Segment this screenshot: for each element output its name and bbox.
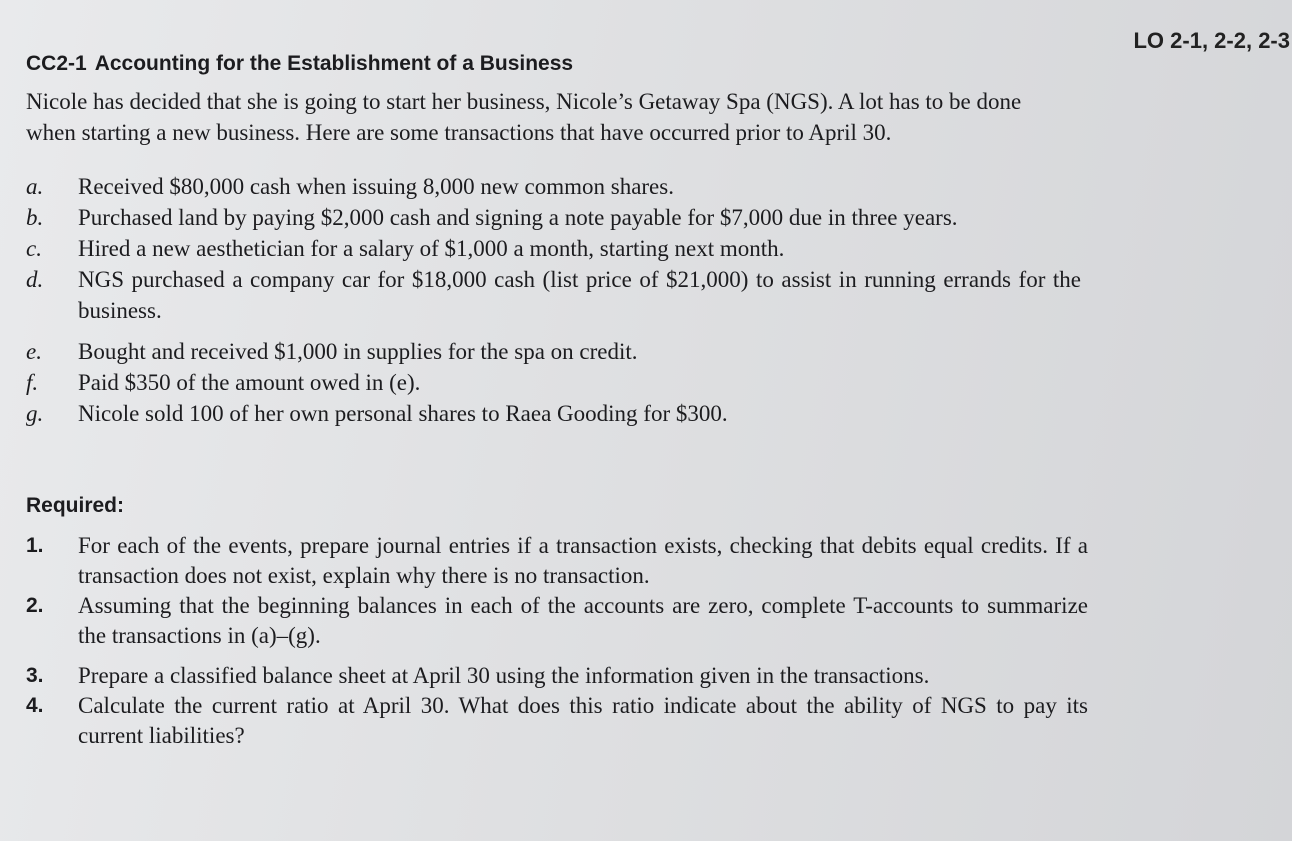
learning-objectives-label: LO 2-1, 2-2, 2-3 [1133, 28, 1290, 53]
transaction-letter: b. [26, 205, 44, 230]
requirement-text: For each of the events, prepare journal entries if a transaction exists, checking that debits equal credits. If a transaction does not exist, explain why there is no transaction. [78, 533, 1088, 588]
transaction-letter: c. [26, 236, 42, 261]
transaction-item [26, 367, 1081, 398]
requirement-item [26, 661, 1088, 691]
transaction-letter: f. [26, 370, 39, 395]
transaction-item [26, 264, 1081, 326]
requirement-text: Prepare a classified balance sheet at April 30 using the information given in the transactions. [78, 663, 930, 688]
case-intro: Nicole has decided that she is going to start her business, Nicole’s Getaway Spa (NGS). A lot has to be done when starting a new business. Here are some transactions that have occurred prior to April 30. [26, 89, 1022, 145]
transaction-text: NGS purchased a company car for $18,000 cash (list price of $21,000) to assist in running errands for the business. [78, 267, 1081, 323]
transaction-letter: a. [26, 174, 44, 199]
transaction-text: Purchased land by paying $2,000 cash and signing a note payable for $7,000 due in three years. [78, 205, 958, 230]
requirement-number: 3. [26, 664, 44, 687]
case-heading [26, 52, 573, 76]
required-heading: Required: [26, 494, 125, 517]
requirement-number: 4. [26, 694, 44, 717]
transaction-item [26, 233, 1081, 264]
transaction-text: Received $80,000 cash when issuing 8,000 new common shares. [78, 174, 674, 199]
requirements-list [26, 531, 1088, 751]
requirement-item [26, 591, 1088, 651]
transaction-letter: d. [26, 267, 44, 292]
transaction-text: Paid $350 of the amount owed in (e). [78, 370, 421, 395]
requirement-text: Calculate the current ratio at April 30. What does this ratio indicate about the ability of NGS to pay its current liabilities? [78, 693, 1088, 748]
transaction-item [26, 398, 1081, 429]
transaction-letter: e. [26, 339, 42, 364]
case-number: CC2-1 [26, 52, 87, 75]
requirement-text: Assuming that the beginning balances in each of the accounts are zero, complete T-accounts to summarize the transactions in (a)–(g). [78, 593, 1088, 648]
requirement-number: 1. [26, 534, 44, 557]
transaction-text: Hired a new aesthetician for a salary of $1,000 a month, starting next month. [78, 236, 785, 261]
transaction-item [26, 336, 1081, 367]
transaction-letter: g. [26, 401, 44, 426]
requirement-number: 2. [26, 594, 44, 617]
transaction-item [26, 202, 1081, 233]
transaction-text: Nicole sold 100 of her own personal shares to Raea Gooding for $300. [78, 401, 728, 426]
requirement-item [26, 691, 1088, 751]
transaction-list [26, 171, 1081, 429]
case-title: Accounting for the Establishment of a Business [94, 52, 574, 75]
transaction-item [26, 171, 1081, 202]
transaction-text: Bought and received $1,000 in supplies for the spa on credit. [78, 339, 638, 364]
requirement-item [26, 531, 1088, 591]
